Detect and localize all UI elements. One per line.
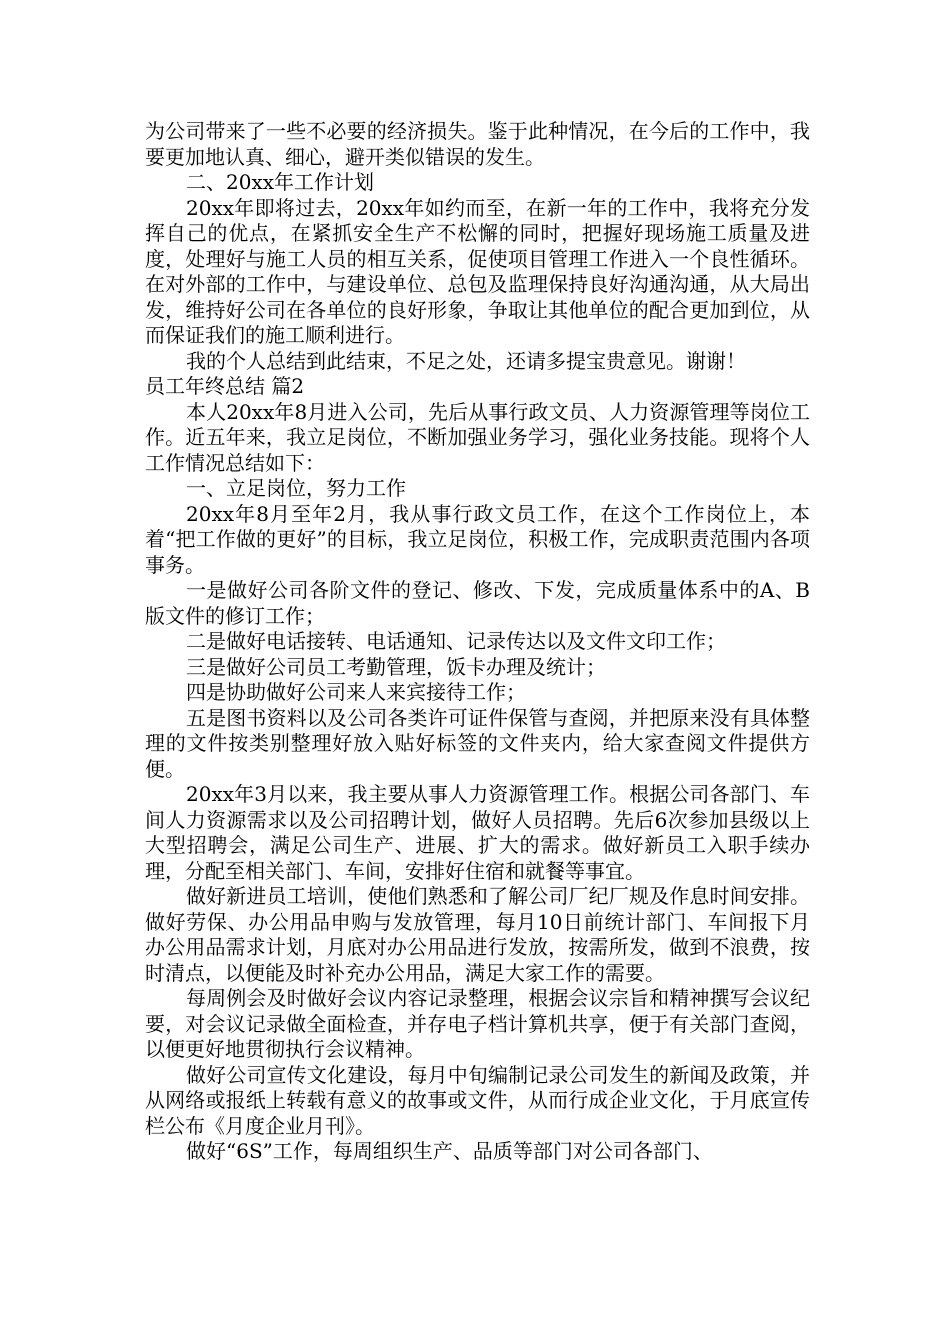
paragraph-continuation: 为公司带来了一些不必要的经济损失。鉴于此种情况，在今后的工作中，我要更加地认真、细心，避开类似错误的发生。 xyxy=(145,119,810,169)
list-item-3: 三是做好公司员工考勤管理，饭卡办理及统计； xyxy=(186,654,606,679)
document-page xyxy=(145,119,810,1165)
section-heading-position: 一、立足岗位，努力工作 xyxy=(186,476,406,500)
paragraph-admin-work: 20xx年8月至年2月，我从事行政文员工作，在这个工作岗位上，本着“把工作做的更好”的目标，我立足岗位，积极工作，完成职责范围内各项事务。 xyxy=(145,501,810,577)
list-item-2: 二是做好电话接转、电话通知、记录传达以及文件文印工作； xyxy=(186,629,726,653)
paragraph-closing: 我的个人总结到此结束，不足之处，还请多提宝贵意见。谢谢！ xyxy=(186,348,746,373)
article-title: 员工年终总结 篇2 xyxy=(145,374,305,398)
list-item-4: 四是协助做好公司来人来宾接待工作； xyxy=(186,680,526,704)
list-item-1: 一是做好公司各阶文件的登记、修改、下发，完成质量体系中的A、B版文件的修订工作； xyxy=(145,578,810,628)
section-heading-work-plan: 二、20xx年工作计划 xyxy=(186,170,375,194)
list-item-5: 五是图书资料以及公司各类许可证件保管与查阅，并把原来没有具体整理的文件按类别整理好放入贴好标签的文件夹内，给大家查阅文件提供方便。 xyxy=(145,705,810,781)
paragraph-work-plan: 20xx年即将过去，20xx年如约而至，在新一年的工作中，我将充分发挥自己的优点，在紧抓安全生产不松懈的同时，把握好现场施工质量及进度，处理好与施工人员的相互关系，促使项目管理工作进入一个良性循环。在对外部的工作中，与建设单位、总包及监理保持良好沟通沟通，从大局出发，维持好公司在各单位的良好形象，争取让其他单位的配合更加到位，从而保证我们的施工顺利进行。 xyxy=(145,195,810,347)
paragraph-meetings: 每周例会及时做好会议内容记录整理，根据会议宗旨和精神撰写会议纪要，对会议记录做全面检查，并存电子档计算机共享，便于有关部门查阅，以便更好地贯彻执行会议精神。 xyxy=(145,986,810,1061)
paragraph-6s: 做好“6S”工作，每周组织生产、品质等部门对公司各部门、 xyxy=(186,1139,713,1163)
paragraph-culture: 做好公司宣传文化建设，每月中旬编制记录公司发生的新闻及政策，并从网络或报纸上转载有意义的故事或文件，从而行成企业文化，于月底宣传栏公布《月度企业月刊》。 xyxy=(145,1062,810,1138)
paragraph-training: 做好新进员工培训，使他们熟悉和了解公司厂纪厂规及作息时间安排。做好劳保、办公用品申购与发放管理，每月10日前统计部门、车间报下月办公用品需求计划，月底对办公用品进行发放，按需所发，做到不浪费，按时清点，以便能及时补充办公用品，满足大家工作的需要。 xyxy=(145,884,810,985)
paragraph-hr-work: 20xx年3月以来，我主要从事人力资源管理工作。根据公司各部门、车间人力资源需求以及公司招聘计划，做好人员招聘。先后6次参加县级以上大型招聘会，满足公司生产、进展、扩大的需求。做好新员工入职手续办理，分配至相关部门、车间，安排好住宿和就餐等事宜。 xyxy=(145,782,810,883)
paragraph-intro: 本人20xx年8月进入公司，先后从事行政文员、人力资源管理等岗位工作。近五年来，我立足岗位，不断加强业务学习，强化业务技能。现将个人工作情况总结如下： xyxy=(145,399,810,475)
